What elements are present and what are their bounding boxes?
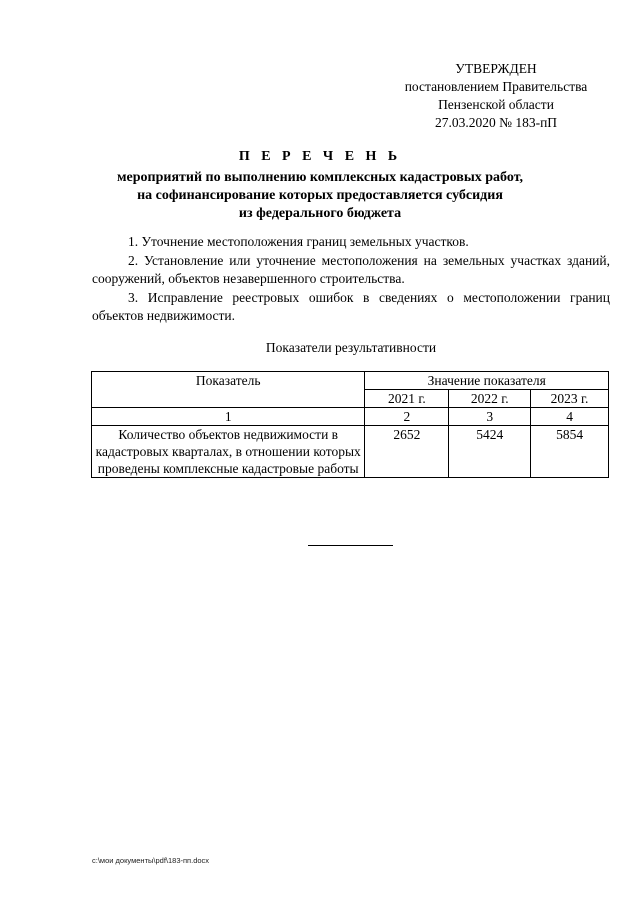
title-heading: П Е Р Е Ч Е Н Ь: [238, 149, 402, 164]
header-year-2023: 2023 г.: [531, 390, 609, 408]
column-number: 2: [365, 408, 449, 426]
approval-block: [386, 60, 606, 132]
measure-item-3: 3. Исправление реестровых ошибок в сведениях о местоположении границ объектов недвижимости.: [92, 289, 610, 323]
header-indicator: Показатель: [92, 372, 365, 408]
table-header-row: [92, 372, 609, 390]
approval-authority: Пензенской области: [438, 97, 554, 112]
table-caption: Показатели результативности: [265, 340, 437, 355]
value-2022: 5424: [449, 426, 531, 478]
value-2021: 2652: [365, 426, 449, 478]
indicator-name: Количество объектов недвижимости в кадастровых кварталах, в отношении которых проведены комплексные кадастровые работы: [92, 426, 365, 478]
indicators-table: [91, 371, 609, 478]
measures-list: [92, 233, 610, 326]
file-path-footer: c:\мои документы\pdf\183-пп.docx: [92, 856, 210, 865]
title-line-2: на софинансирование которых предоставляется субсидия: [137, 188, 503, 203]
approval-status: УТВЕРЖДЕН: [455, 61, 537, 76]
title-line-1: мероприятий по выполнению комплексных кадастровых работ,: [116, 170, 524, 185]
end-separator-line: [308, 545, 393, 546]
approval-date-number: 27.03.2020 № 183-пП: [434, 115, 558, 130]
table-row: [92, 426, 609, 478]
title-line-3: из федерального бюджета: [238, 206, 402, 221]
header-value: Значение показателя: [365, 372, 609, 390]
table-numbering-row: [92, 408, 609, 426]
approval-act: постановлением Правительства: [404, 79, 588, 94]
header-year-2021: 2021 г.: [365, 390, 449, 408]
measure-item-2: 2. Установление или уточнение местоположения на земельных участках зданий, сооружений, объектов незавершенного строительства.: [92, 252, 610, 286]
header-year-2022: 2022 г.: [449, 390, 531, 408]
document-title: [0, 148, 640, 223]
measure-item-1: 1. Уточнение местоположения границ земельных участков.: [128, 234, 469, 249]
column-number: 3: [449, 408, 531, 426]
value-2023: 5854: [531, 426, 609, 478]
column-number: 4: [531, 408, 609, 426]
column-number: 1: [92, 408, 365, 426]
